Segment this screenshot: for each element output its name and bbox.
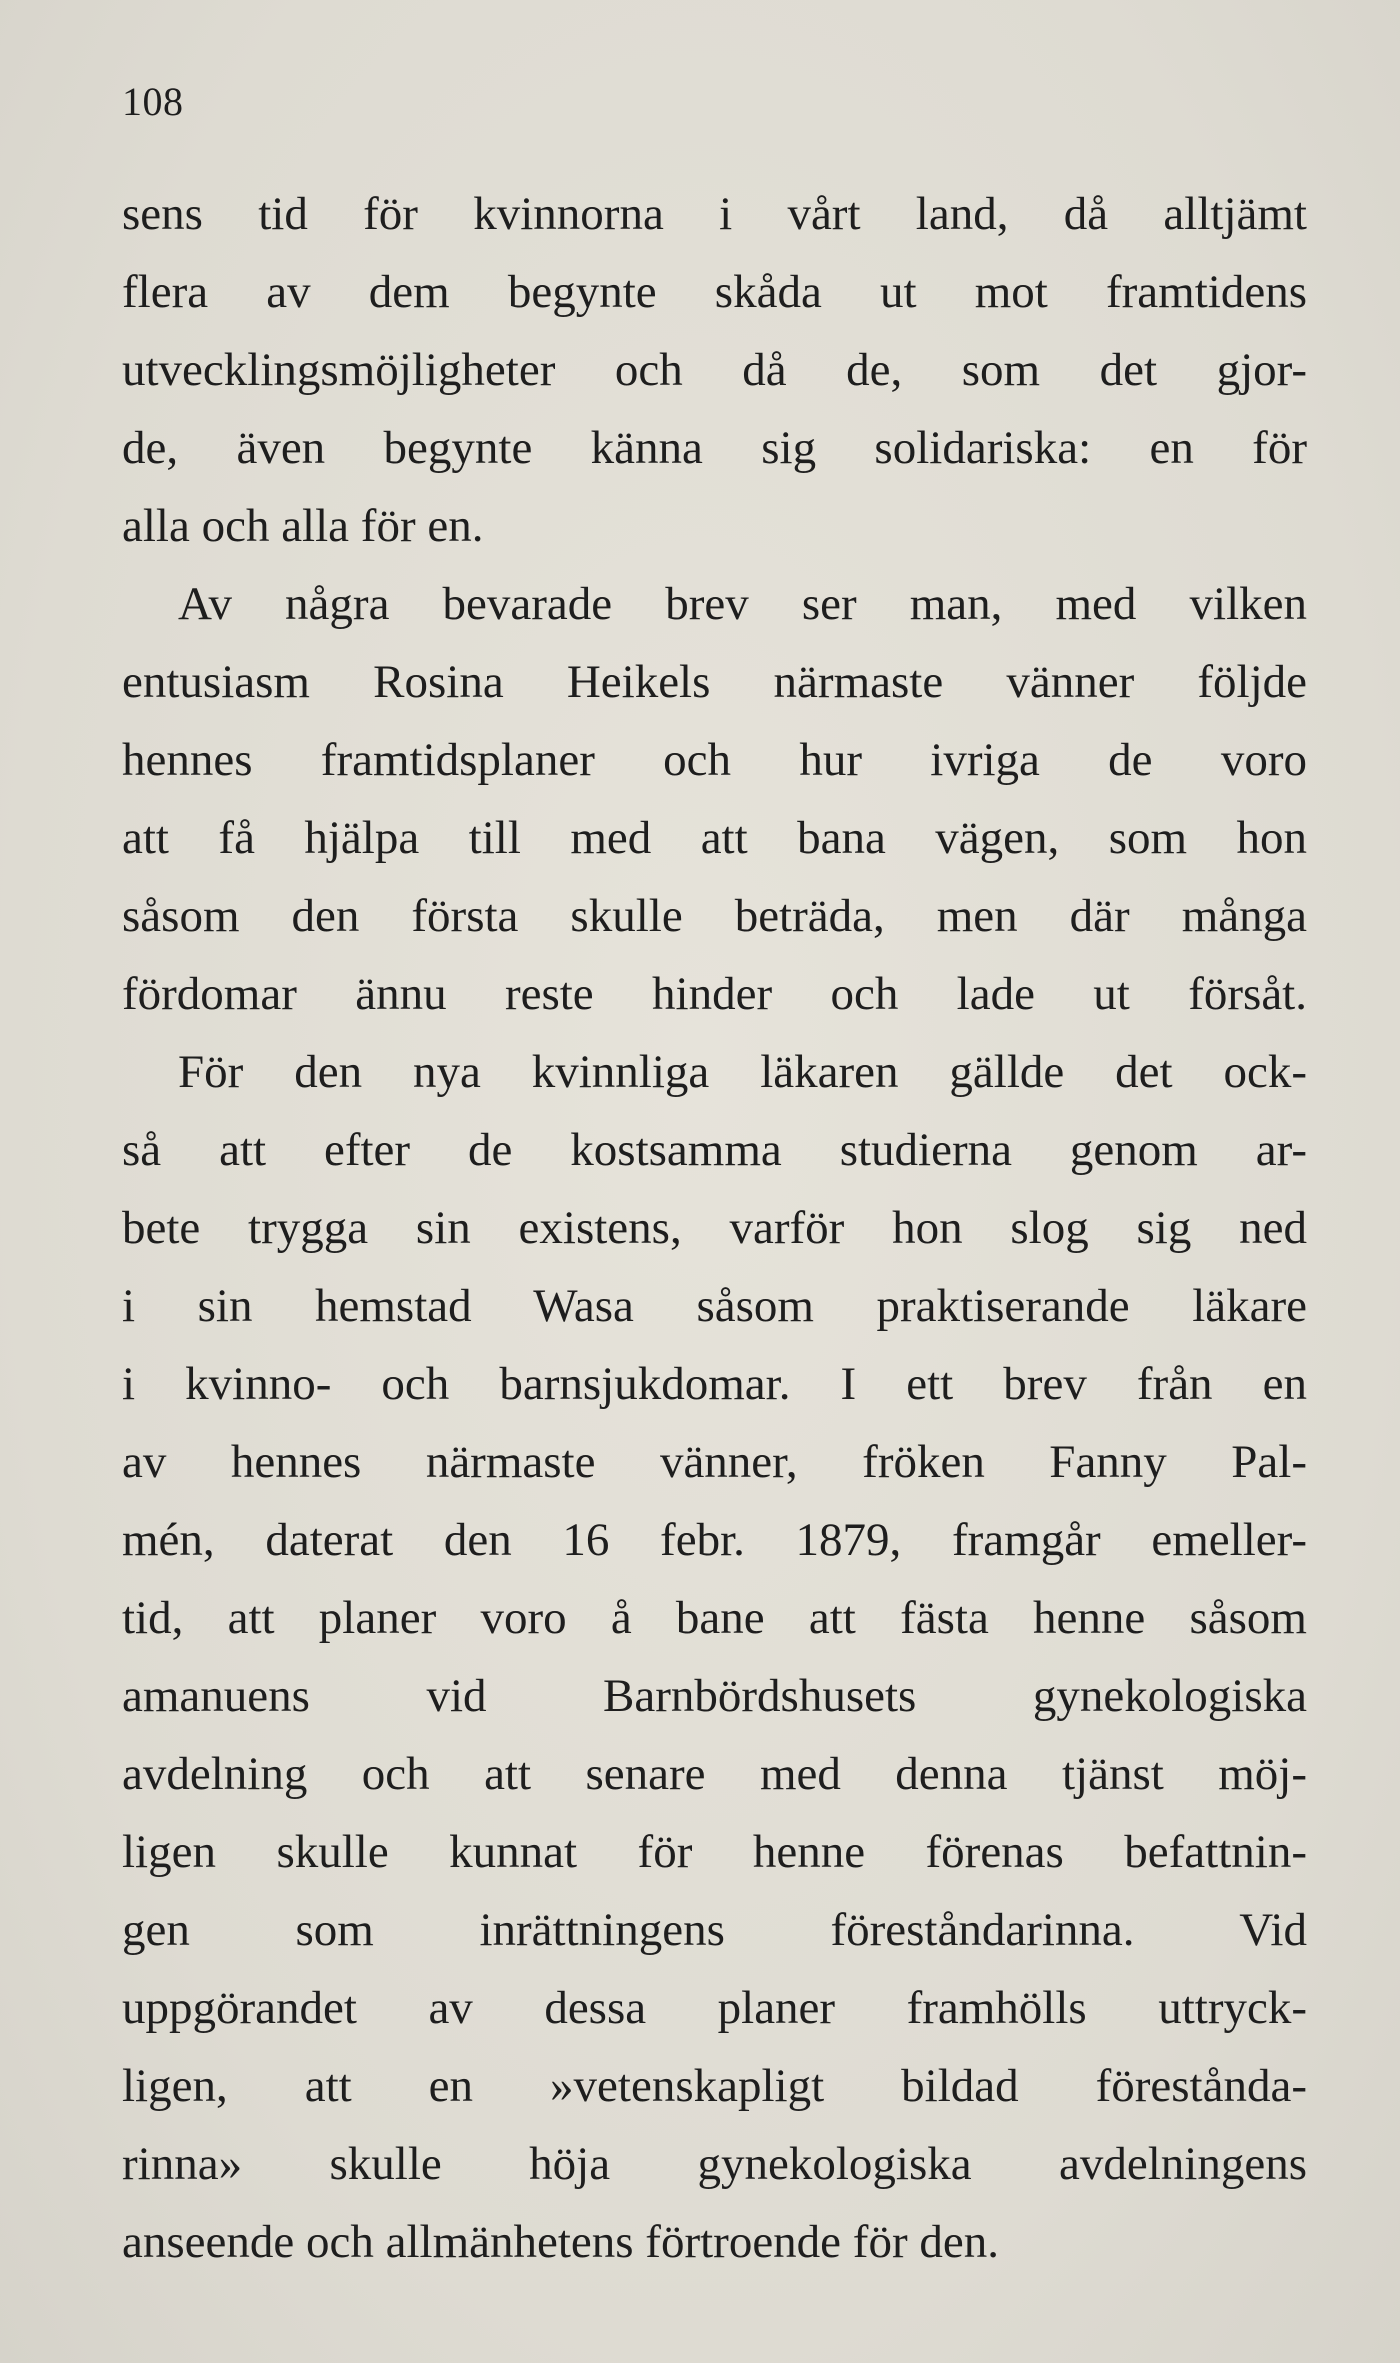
- text-line: fördomar ännu reste hinder och lade ut försåt.: [122, 968, 1307, 1020]
- body-text: [122, 175, 1307, 2281]
- text-line: alla och alla för en.: [122, 500, 484, 552]
- text-line: i sin hemstad Wasa såsom praktiserande läkare: [122, 1280, 1307, 1332]
- text-line: ligen skulle kunnat för henne förenas befattnin-: [122, 1826, 1307, 1878]
- text-line: hennes framtidsplaner och hur ivriga de voro: [122, 734, 1307, 786]
- text-line: såsom den första skulle beträda, men där många: [122, 890, 1307, 942]
- text-line: mén, daterat den 16 febr. 1879, framgår emeller-: [122, 1514, 1307, 1566]
- paragraph-1: [122, 175, 1307, 565]
- text-line: de, även begynte känna sig solidariska: en för: [122, 422, 1307, 474]
- text-line: avdelning och att senare med denna tjänst möj-: [122, 1748, 1307, 1800]
- text-line: ligen, att en »vetenskapligt bildad förestånda-: [122, 2060, 1307, 2112]
- text-line: så att efter de kostsamma studierna genom ar-: [122, 1124, 1307, 1176]
- page-number: 108: [122, 79, 184, 124]
- paragraph-3: [122, 1033, 1307, 2281]
- text-line: utvecklingsmöjligheter och då de, som det gjor-: [122, 344, 1307, 396]
- text-line: rinna» skulle höja gynekologiska avdelningens: [122, 2138, 1307, 2190]
- text-line: av hennes närmaste vänner, fröken Fanny Pal-: [122, 1436, 1307, 1488]
- text-line: Av några bevarade brev ser man, med vilken: [178, 578, 1307, 630]
- text-line: uppgörandet av dessa planer framhölls uttryck-: [122, 1982, 1307, 2034]
- text-line: bete trygga sin existens, varför hon slog sig ned: [122, 1202, 1307, 1254]
- text-line: För den nya kvinnliga läkaren gällde det ock-: [178, 1046, 1307, 1098]
- text-line: anseende och allmänhetens förtroende för den.: [122, 2216, 999, 2268]
- text-line: sens tid för kvinnorna i vårt land, då alltjämt: [122, 188, 1307, 240]
- text-line: gen som inrättningens föreståndarinna. Vid: [122, 1904, 1307, 1956]
- text-line: tid, att planer voro å bane att fästa henne såsom: [122, 1592, 1307, 1644]
- text-line: entusiasm Rosina Heikels närmaste vänner följde: [122, 656, 1307, 708]
- paragraph-2: [122, 565, 1307, 1033]
- text-line: flera av dem begynte skåda ut mot framtidens: [122, 266, 1307, 318]
- text-line: i kvinno- och barnsjukdomar. I ett brev från en: [122, 1358, 1307, 1410]
- text-line: att få hjälpa till med att bana vägen, som hon: [122, 812, 1307, 864]
- text-line: amanuens vid Barnbördshusets gynekologiska: [122, 1670, 1307, 1722]
